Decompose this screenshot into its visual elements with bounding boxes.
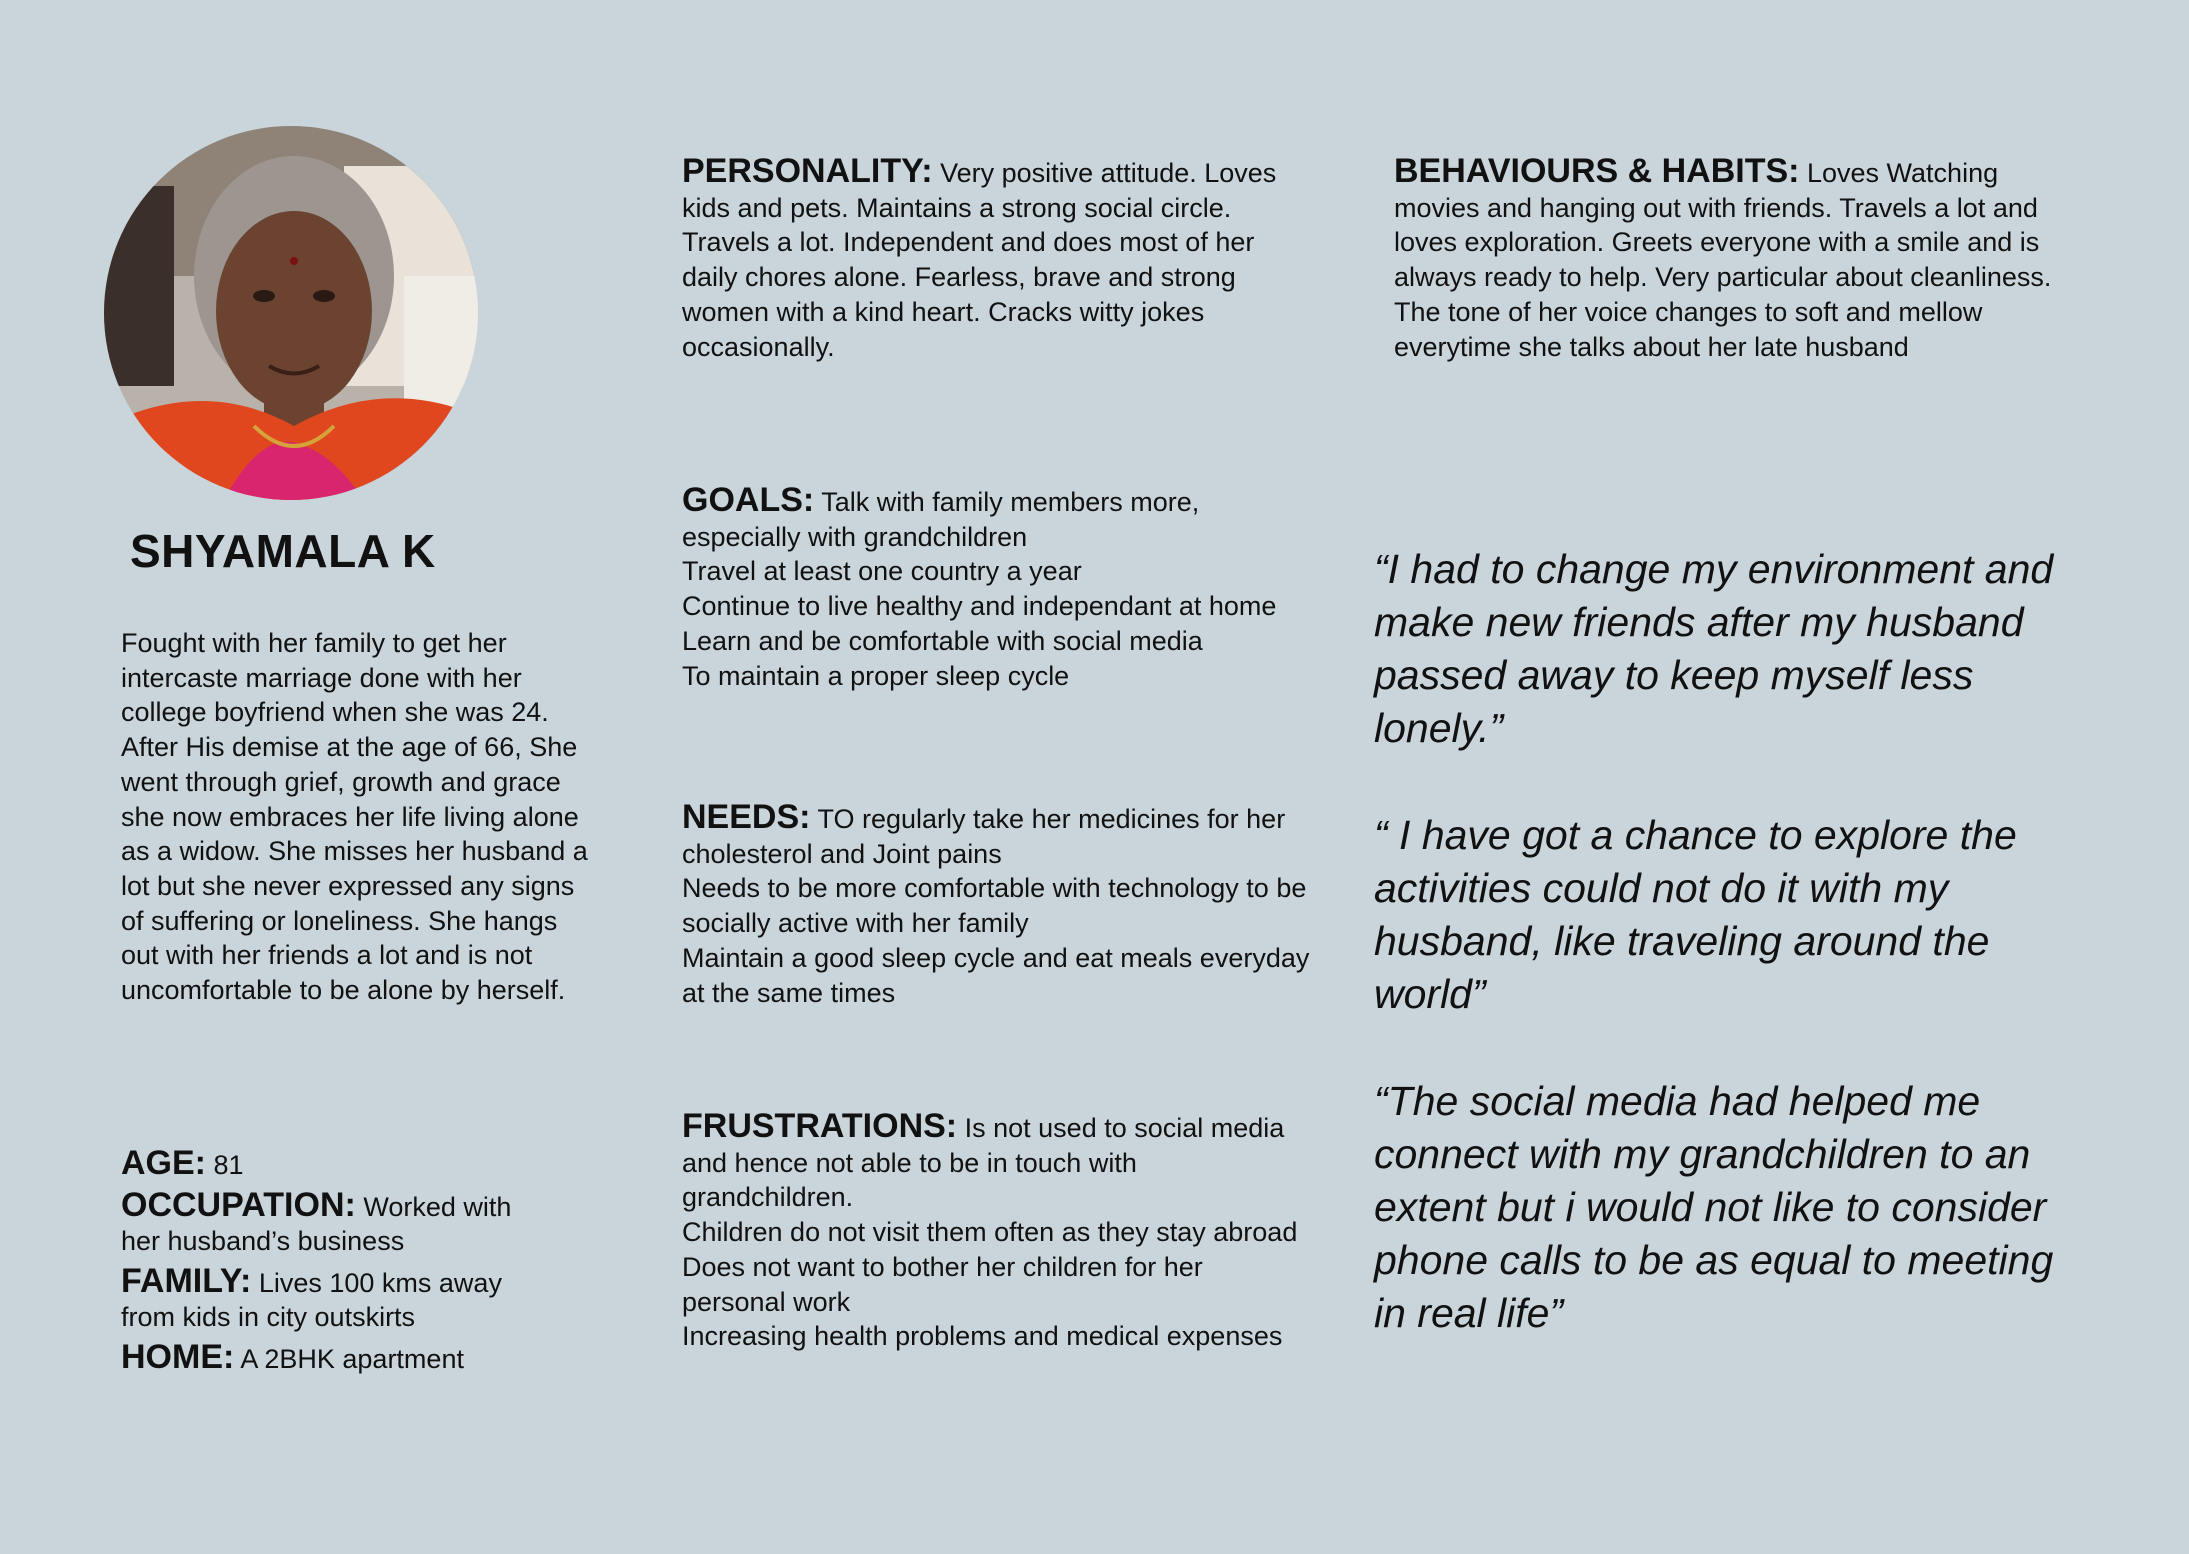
persona-bio: Fought with her family to get her intercaste marriage done with her college boyfriend when she was 24. After His demise at the age of 66, She went through grief, growth and grace she now embraces her life living alone as a widow. She misses her husband a lot but she never expressed any signs of suffering or loneliness. She hangs out with her friends a lot and is not uncomfortable to be alone by herself.: [121, 628, 588, 1006]
persona-facts: [121, 1146, 541, 1382]
needs-first: TO regularly take her medicines for her cholesterol and Joint pains: [682, 804, 1286, 869]
age-fact: [121, 1146, 541, 1182]
personality-label: PERSONALITY:: [682, 152, 933, 190]
persona-name: SHYAMALA K: [130, 525, 436, 577]
quote-3: “The social media had helped me connect with my grandchildren to an extent but i would not like to consider phone calls to be as equal to meeting in real life”: [1374, 1078, 2054, 1336]
occupation-fact: [121, 1188, 541, 1258]
family-value: Lives 100 kms away from kids in city outskirts: [121, 1268, 502, 1332]
quote-2: “ I have got a chance to explore the activities could not do it with my husband, like traveling around the world”: [1374, 812, 2017, 1017]
home-label: HOME:: [121, 1338, 235, 1376]
age-value: 81: [206, 1150, 244, 1180]
behaviours-text: Loves Watching movies and hanging out with friends. Travels a lot and loves exploration. Greets everyone with a smile and is always ready to help. Very particular about cleanliness. The tone of her voice changes to soft and mellow everytime she talks about her late husband: [1394, 158, 2052, 362]
goals-item: Learn and be comfortable with social media: [682, 625, 1203, 656]
occupation-label: OCCUPATION:: [121, 1186, 356, 1224]
home-value: A 2BHK apartment: [234, 1344, 464, 1374]
frustrations-section: [682, 1109, 1312, 1354]
behaviours-label: BEHAVIOURS & HABITS:: [1394, 152, 1800, 190]
goals-item: Travel at least one country a year: [682, 556, 1082, 587]
home-fact: [121, 1340, 541, 1376]
portrait-illustration: [104, 126, 478, 500]
personality-section: [682, 154, 1312, 364]
goals-item: Continue to live healthy and independant at home: [682, 591, 1277, 622]
goals-first: Talk with family members more, especially with grandchildren: [682, 487, 1200, 552]
age-label: AGE:: [121, 1144, 206, 1182]
needs-section: [682, 800, 1312, 1010]
needs-label: NEEDS:: [682, 798, 811, 836]
needs-item: Needs to be more comfortable with technology to be socially active with her family: [682, 873, 1307, 939]
frustrations-label: FRUSTRATIONS:: [682, 1107, 958, 1145]
needs-item: Maintain a good sleep cycle and eat meals everyday at the same times: [682, 942, 1310, 1008]
goals-item: To maintain a proper sleep cycle: [682, 660, 1070, 691]
behaviours-section: [1394, 154, 2054, 364]
family-fact: [121, 1264, 541, 1334]
occupation-value: Worked with her husband’s business: [121, 1192, 512, 1256]
frustrations-item: Does not want to bother her children for her personal work: [682, 1251, 1203, 1317]
quote-1: “I had to change my environment and make new friends after my husband passed away to keep myself less lonely.”: [1374, 546, 2054, 751]
persona-photo: [104, 126, 478, 500]
frustrations-item: Increasing health problems and medical expenses: [682, 1321, 1283, 1352]
personality-text: Very positive attitude. Loves kids and pets. Maintains a strong social circle. Travels a lot. Independent and does most of her daily chores alone. Fearless, brave and strong women with a kind heart. Cracks witty jokes occasionally.: [682, 158, 1277, 362]
goals-label: GOALS:: [682, 481, 815, 519]
frustrations-item: Children do not visit them often as they stay abroad: [682, 1217, 1298, 1248]
frustrations-first: Is not used to social media and hence not able to be in touch with grandchildren.: [682, 1113, 1285, 1213]
goals-section: [682, 483, 1312, 693]
family-label: FAMILY:: [121, 1262, 252, 1300]
